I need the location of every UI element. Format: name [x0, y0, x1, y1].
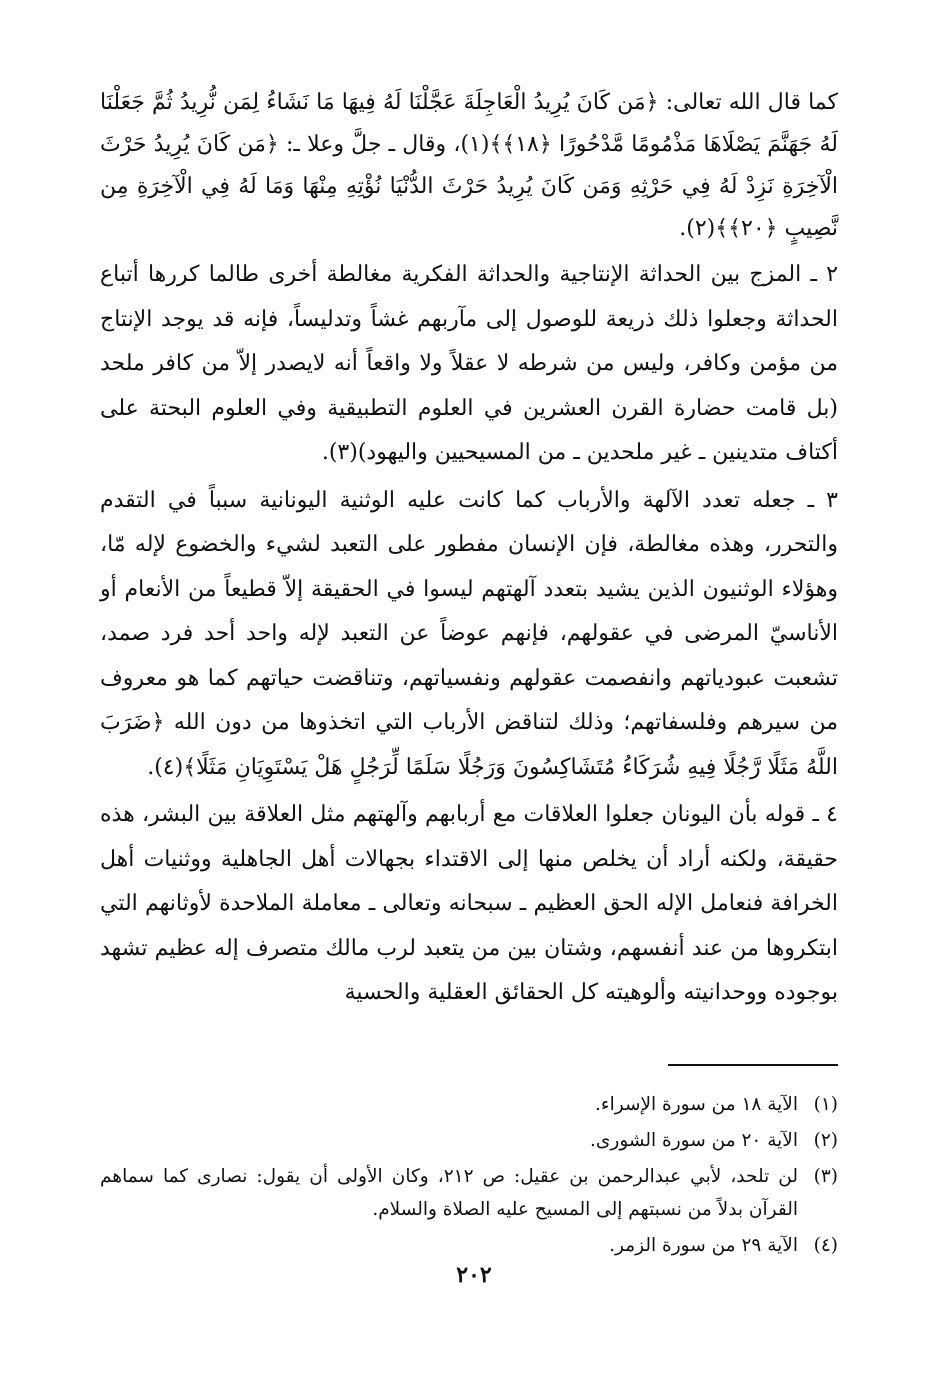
- footnote-text: الآية ٢٩ من سورة الزمر.: [609, 1234, 798, 1256]
- footnote-text: لن تلحد، لأبي عبدالرحمن بن عقيل: ص ٢١٢، وكان الأولى أن يقول: نصارى كما سماهم القرآن بدلاً من نسبتهم إلى المسيح عليه الصلاة والسلام.: [100, 1165, 798, 1220]
- main-text: [100, 82, 838, 1016]
- footnote-text: الآية ٢٠ من سورة الشورى.: [590, 1129, 798, 1151]
- footnote-number: (٣): [813, 1165, 838, 1187]
- paragraph-4: ٤ ـ قوله بأن اليونان جعلوا العلاقات مع أربابهم وآلهتهم مثل العلاقة بين البشر، هذه حقيقة، ولكنه أراد أن يخلص منها إلى الاقتداء بجهالات أهل الجاهلية ووثنيات أهل الخرافة فنعامل الإله الحق العظيم ـ سبحانه وتعالى ـ معاملة الملاحدة لأوثانهم التي ابتكروها من عند أنفسهم، وشتان بين من يتعبد لرب مالك متصرف إله عظيم تشهد بوجوده ووحدانيته وألوهيته كل الحقائق العقلية والحسية: [100, 802, 838, 1005]
- footnote-number: (٤): [813, 1234, 838, 1256]
- page-number: ٢٠٢: [456, 1262, 492, 1288]
- footnote-number: (١): [813, 1093, 838, 1115]
- paragraph-2: ٢ ـ المزج بين الحداثة الإنتاجية والحداثة الفكرية مغالطة أخرى طالما كررها أتباع الحداثة وجعلوا ذلك ذريعة للوصول إلى مآربهم غشاً وتدليساً، فإنه قد يوجد الإنتاج من مؤمن وكافر، وليس من شرطه لا عقلاً ولا واقعاً أنه لايصدر إلاّ من كافر ملحد (بل قامت حضارة القرن العشرين في العلوم التطبيقية وفي العلوم البحتة على أكتاف متدينين ـ غير ملحدين ـ من المسيحيين واليهود)(٣).: [100, 262, 838, 465]
- footnote-3: [100, 1160, 838, 1226]
- footnote-number: (٢): [813, 1129, 838, 1151]
- footnote-separator: [668, 1064, 838, 1066]
- paragraph-1: كما قال الله تعالى: ﴿مَن كَانَ يُرِيدُ الْعَاجِلَةَ عَجَّلْنَا لَهُ فِيهَا مَا نَشَاءُ لِمَن نُّرِيدُ ثُمَّ جَعَلْنَا لَهُ جَهَنَّمَ يَصْلَاهَا مَذْمُومًا مَّدْحُورًا ﴿١٨﴾﴾(١)، وقال ـ جلَّ وعلا ـ: ﴿مَن كَانَ يُرِيدُ حَرْثَ الْآخِرَةِ نَزِدْ لَهُ فِي حَرْثِهِ وَمَن كَانَ يُرِيدُ حَرْثَ الدُّنْيَا نُؤْتِهِ مِنْهَا وَمَا لَهُ فِي الْآخِرَةِ مِن نَّصِيبٍ ﴿٢٠﴾﴾(٢).: [100, 90, 838, 241]
- page-body: [100, 82, 838, 1265]
- footnote-1: [100, 1088, 838, 1121]
- footnote-2: [100, 1124, 838, 1157]
- footnotes: [100, 1088, 838, 1262]
- paragraph-3: ٣ ـ جعله تعدد الآلهة والأرباب كما كانت عليه الوثنية اليونانية سبباً في التقدم والتحرر، وهذه مغالطة، فإن الإنسان مفطور على التعبد لشيء والخضوع لإله مّا، وهؤلاء الوثنيون الذين يشيد بتعدد آلهتهم ليسوا في الحقيقة إلاّ قطيعاً من الأنعام أو الأناسيّ المرضى في عقولهم، فإنهم عوضاً عن التعبد لإله واحد أحد فرد صمد، تشعبت عبودياتهم وانفصمت عقولهم ونفسياتهم، وتناقضت حياتهم كما هو معروف من سيرهم وفلسفاتهم؛ وذلك لتناقض الأرباب التي اتخذوها من دون الله ﴿ضَرَبَ اللَّهُ مَثَلًا رَّجُلًا فِيهِ شُرَكَاءُ مُتَشَاكِسُونَ وَرَجُلًا سَلَمًا لِّرَجُلٍ هَلْ يَسْتَوِيَانِ مَثَلًا﴾(٤).: [100, 487, 838, 780]
- footnote-text: الآية ١٨ من سورة الإسراء.: [595, 1093, 798, 1115]
- footnote-4: [100, 1229, 838, 1262]
